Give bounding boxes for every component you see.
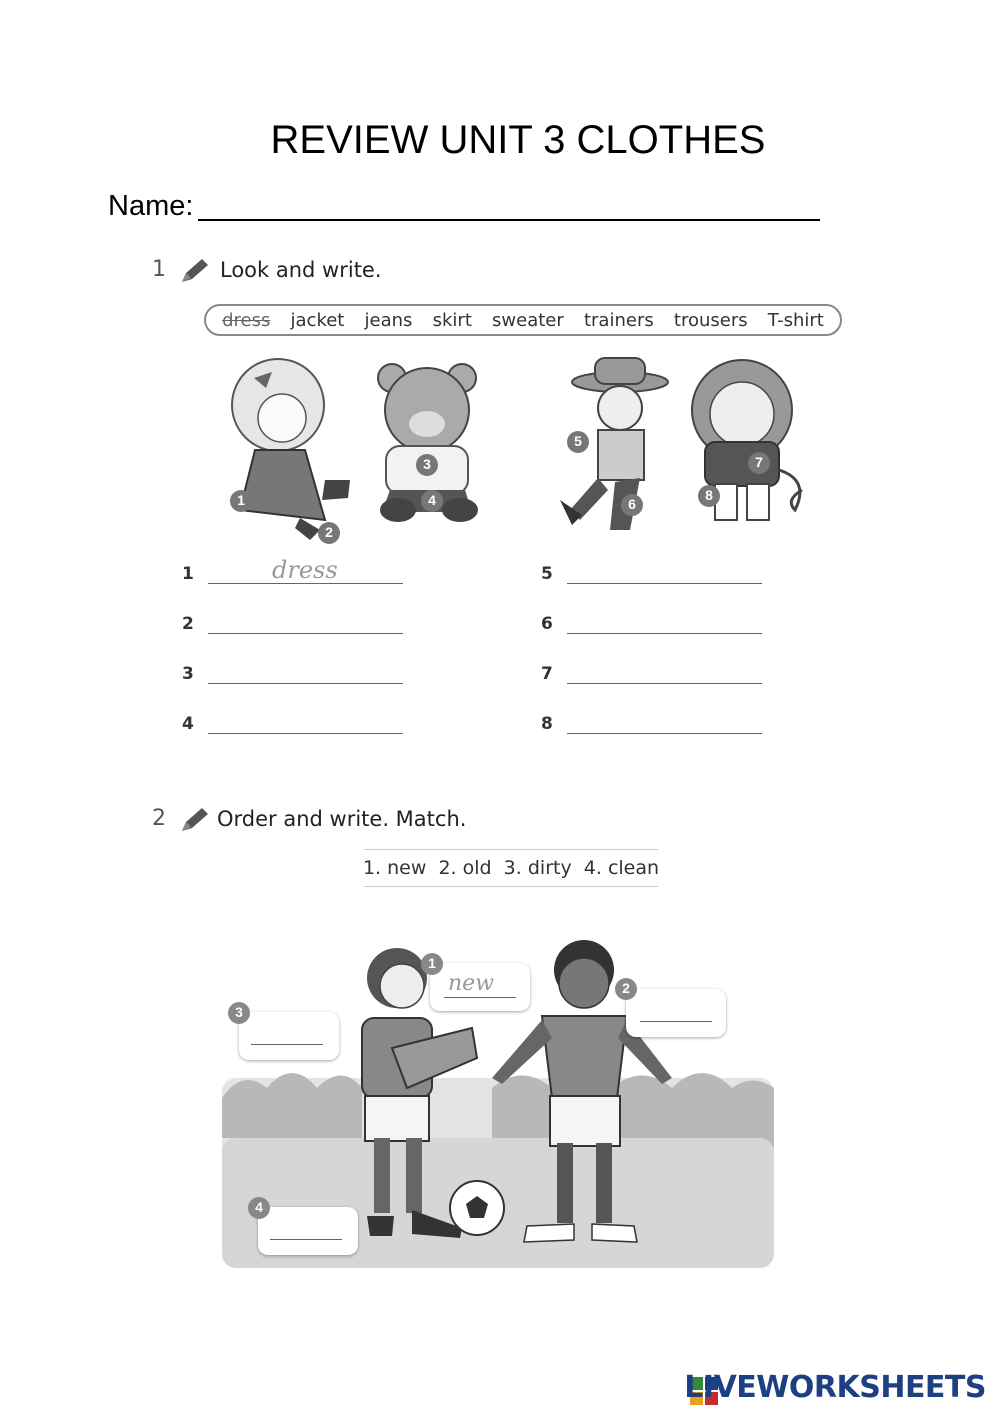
answer-field-8[interactable] (567, 713, 762, 734)
picture-marker: 1 (229, 489, 253, 518)
answer-number: 2 (182, 614, 194, 634)
answer-field-5[interactable] (567, 563, 762, 584)
word-bank-item: trainers (583, 309, 654, 331)
picture-marker: 3 (227, 1001, 251, 1030)
pencil-icon (178, 256, 212, 286)
word-bank-item: skirt (432, 309, 472, 331)
answer-field-2[interactable] (208, 613, 403, 634)
picture-marker: 1 (420, 952, 444, 981)
answer-field-6[interactable] (567, 613, 762, 634)
word-bank-item: jacket (290, 309, 345, 331)
answer-number: 6 (541, 614, 553, 634)
answer-number: 3 (182, 664, 194, 684)
word-bank-item: sweater (492, 309, 564, 331)
pencil-icon (178, 805, 212, 835)
picture-marker: 3 (415, 453, 439, 482)
word-bank-item: T-shirt (767, 309, 824, 331)
picture-marker: 7 (747, 451, 771, 480)
answer-box-4[interactable] (258, 1207, 358, 1255)
word-bank-item: jeans (364, 309, 413, 331)
toys-illustration (210, 350, 820, 550)
answer-field-7[interactable] (567, 663, 762, 684)
answer-number: 7 (541, 664, 553, 684)
answer-field-3[interactable] (208, 663, 403, 684)
example-answer: dress (272, 556, 338, 584)
adjective-bank-text: 1. new 2. old 3. dirty 4. clean (362, 857, 660, 879)
section1-number: 1 (152, 257, 166, 282)
picture-marker: 5 (566, 430, 590, 459)
answer-box-1[interactable] (430, 963, 530, 1011)
page-title: REVIEW UNIT 3 CLOTHES (270, 118, 766, 162)
section2-instruction: Order and write. Match. (217, 807, 467, 831)
answer-box-3[interactable] (239, 1012, 339, 1060)
picture-marker: 2 (614, 977, 638, 1006)
word-bank-item: dress (222, 309, 271, 331)
section1-instruction: Look and write. (220, 258, 382, 282)
answer-number: 1 (182, 564, 194, 584)
answer-field-4[interactable] (208, 713, 403, 734)
answer-number: 4 (182, 714, 194, 734)
picture-marker: 8 (697, 484, 721, 513)
picture-marker: 4 (247, 1196, 271, 1225)
picture-marker: 4 (420, 489, 444, 518)
adjective-bank (364, 849, 658, 887)
answer-number: 8 (541, 714, 553, 734)
word-bank (204, 304, 842, 336)
picture-marker: 6 (620, 493, 644, 522)
name-label: Name: (108, 190, 194, 222)
word-bank-item: trousers (673, 309, 748, 331)
answer-number: 5 (541, 564, 553, 584)
picture-marker: 2 (317, 521, 341, 550)
example-answer: new (448, 971, 495, 996)
name-field[interactable] (198, 219, 820, 221)
answer-box-2[interactable] (626, 989, 726, 1037)
liveworksheets-logo[interactable]: LIVEWORKSHEETS (684, 1370, 986, 1405)
section2-number: 2 (152, 806, 166, 831)
